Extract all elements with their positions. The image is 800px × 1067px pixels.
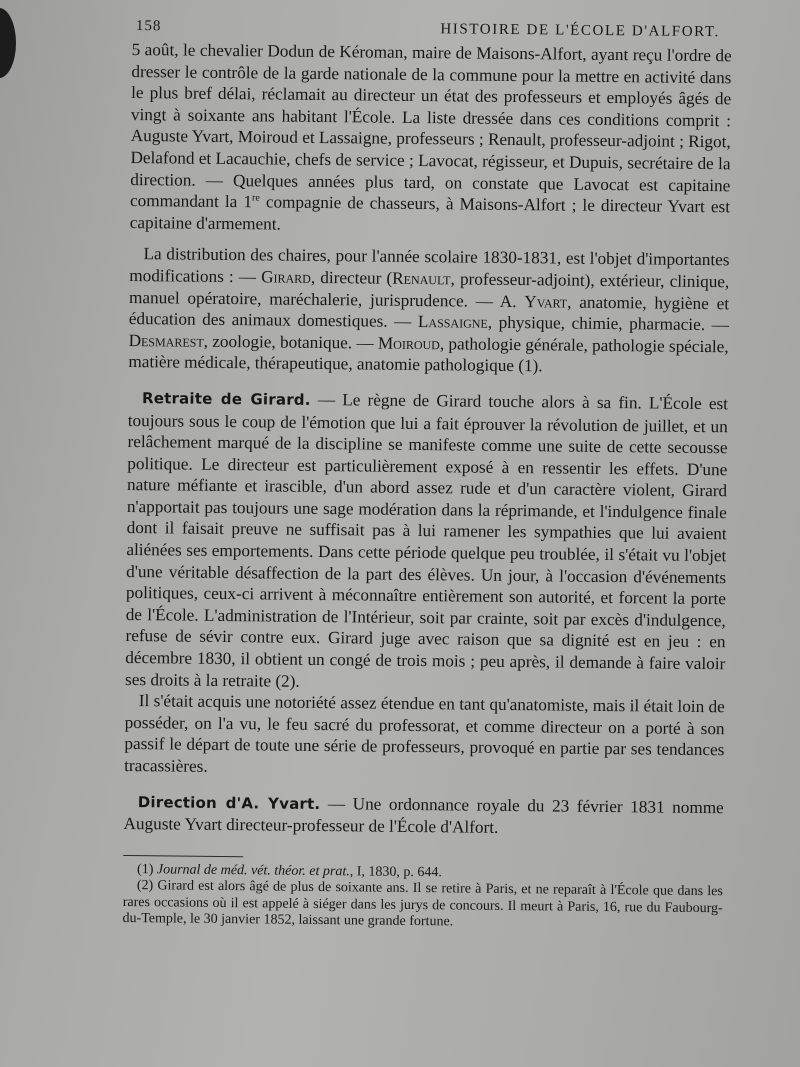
- paragraph-retraite-girard: Retraite de Girard. — Le règne de Girard touche alors à sa fin. L'École est toujours sous le coup de l'émotion que lui a fait éprouver la révolution de juillet, et un relâchement marqué de la discipline se manifeste comme une suite de cette secousse politique. Le directeur est particulièrement exposé à en ressentir les effets. D'une nature méfiante et irascible, d'un abord assez rude et d'un caractère violent, Girard n'apportait pas toujours une sage modération dans la réprimande, et l'indulgence finale dont il faisait preuve ne suffisait pas à lui ramener les sympathies que lui avaient aliénées ses emportements. Dans cette période quelque peu troublée, il s'était vu l'objet d'une véritable désaffection de la part des élèves. Un jour, à l'occasion d'événements politiques, ceux-ci arrivent à méconnaître entièrement son autorité, et forcent la porte de l'École. L'administration de l'Intérieur, soit par crainte, soit par excès d'indulgence, refuse de sévir contre eux. Girard juge avec raison que sa dignité est en jeu : en décembre 1830, il obtient un congé de trois mois ; peu après, il demande à faire valoir ses droits à la retraite (2).: [124, 389, 729, 691]
- running-header: [132, 18, 732, 41]
- name-desmarest: Desmarest: [128, 330, 204, 351]
- name-yvart: Yvart: [524, 291, 568, 312]
- paragraph-distribution-chaires: La distribution des chaires, pour l'année scolaire 1830-1831, est l'objet d'importantes modifications : — Girard, directeur (Renault, professeur-adjoint), extérieur, clinique, manuel opératoire, maréchalerie, jurisprudence. — A. Yvart, anatomie, hygiène et éducation des animaux domestiques. — Lassaigne, physique, chimie, pharmacie. — Desmarest, zoologie, botanique. — Moiroud, pathologie générale, pathologie spéciale, matière médicale, thérapeutique, anatomie pathologique (1).: [128, 244, 730, 376]
- section-heading-direction: Direction d'A. Yvart.: [137, 792, 321, 813]
- name-girard: Girard: [261, 267, 311, 287]
- section-heading-retraite: Retraite de Girard.: [141, 389, 311, 409]
- name-renault: Renault: [392, 268, 451, 289]
- journal-title: Journal de méd. vét. théor. et prat.: [156, 862, 350, 880]
- page-number: 158: [135, 18, 162, 35]
- footnote-1: (1) Journal de méd. vét. théor. et prat., I, 1830, p. 644.: [137, 861, 443, 881]
- paragraph-notoriete: Il s'était acquis une notoriété assez étendue en tant qu'anatomiste, mais il était loin de posséder, on l'a vu, le feu sacré du professorat, et comme directeur on a porté à son passif le départ de toute une série de professeurs, provoqué en partie par ses tendances tracassières.: [124, 691, 725, 776]
- ordinal-superscript: re: [251, 192, 260, 204]
- paragraph-direction-yvart: Direction d'A. Yvart. — Une ordonnance royale du 23 février 1831 nomme Auguste Yvart directeur-professeur de l'École d'Alfort.: [123, 792, 724, 838]
- paragraph-garde-nationale: 5 août, le chevalier Dodun de Kéroman, maire de Maisons-Alfort, ayant reçu l'ordre de dresser le contrôle de la garde nationale de la commune pour la mettre en activité dans le plus bref délai, réclamait au directeur un état des professeurs et employés âgés de vingt à soixante ans habitant l'École. La liste dressée dans ces conditions comprit : Auguste Yvart, Moiroud et Lassaigne, professeurs ; Renault, professeur-adjoint ; Rigot, Delafond et Lacauchie, chefs de service ; Lavocat, régisseur, et Dupuis, secrétaire de la direction. — Quelques années plus tard, on constate que Lavocat est capitaine commandant la 1re compagnie de chasseurs, à Maisons-Alfort ; le directeur Yvart est capitaine d'armement.: [129, 39, 732, 234]
- footnotes: [122, 862, 723, 934]
- footnote-separator: [123, 855, 243, 857]
- running-title: HISTOIRE DE L'ÉCOLE D'ALFORT.: [440, 21, 720, 41]
- page-text-block: [122, 18, 731, 934]
- name-lassaigne: Lassaigne: [417, 312, 488, 332]
- page-edge-shadow: [0, 8, 16, 78]
- name-moiroud: Moiroud: [377, 333, 440, 353]
- footnote-2: (2) Girard est alors âgé de plus de soixante ans. Il se retire à Paris, et ne reparaît à l'École que dans les rares occasions où il est appelé à siéger dans les jurys de concours. Il meurt à Paris, 16, rue du Faubourg-du-Temple, le 30 janvier 1852, laissant une grande fortune.: [122, 878, 723, 930]
